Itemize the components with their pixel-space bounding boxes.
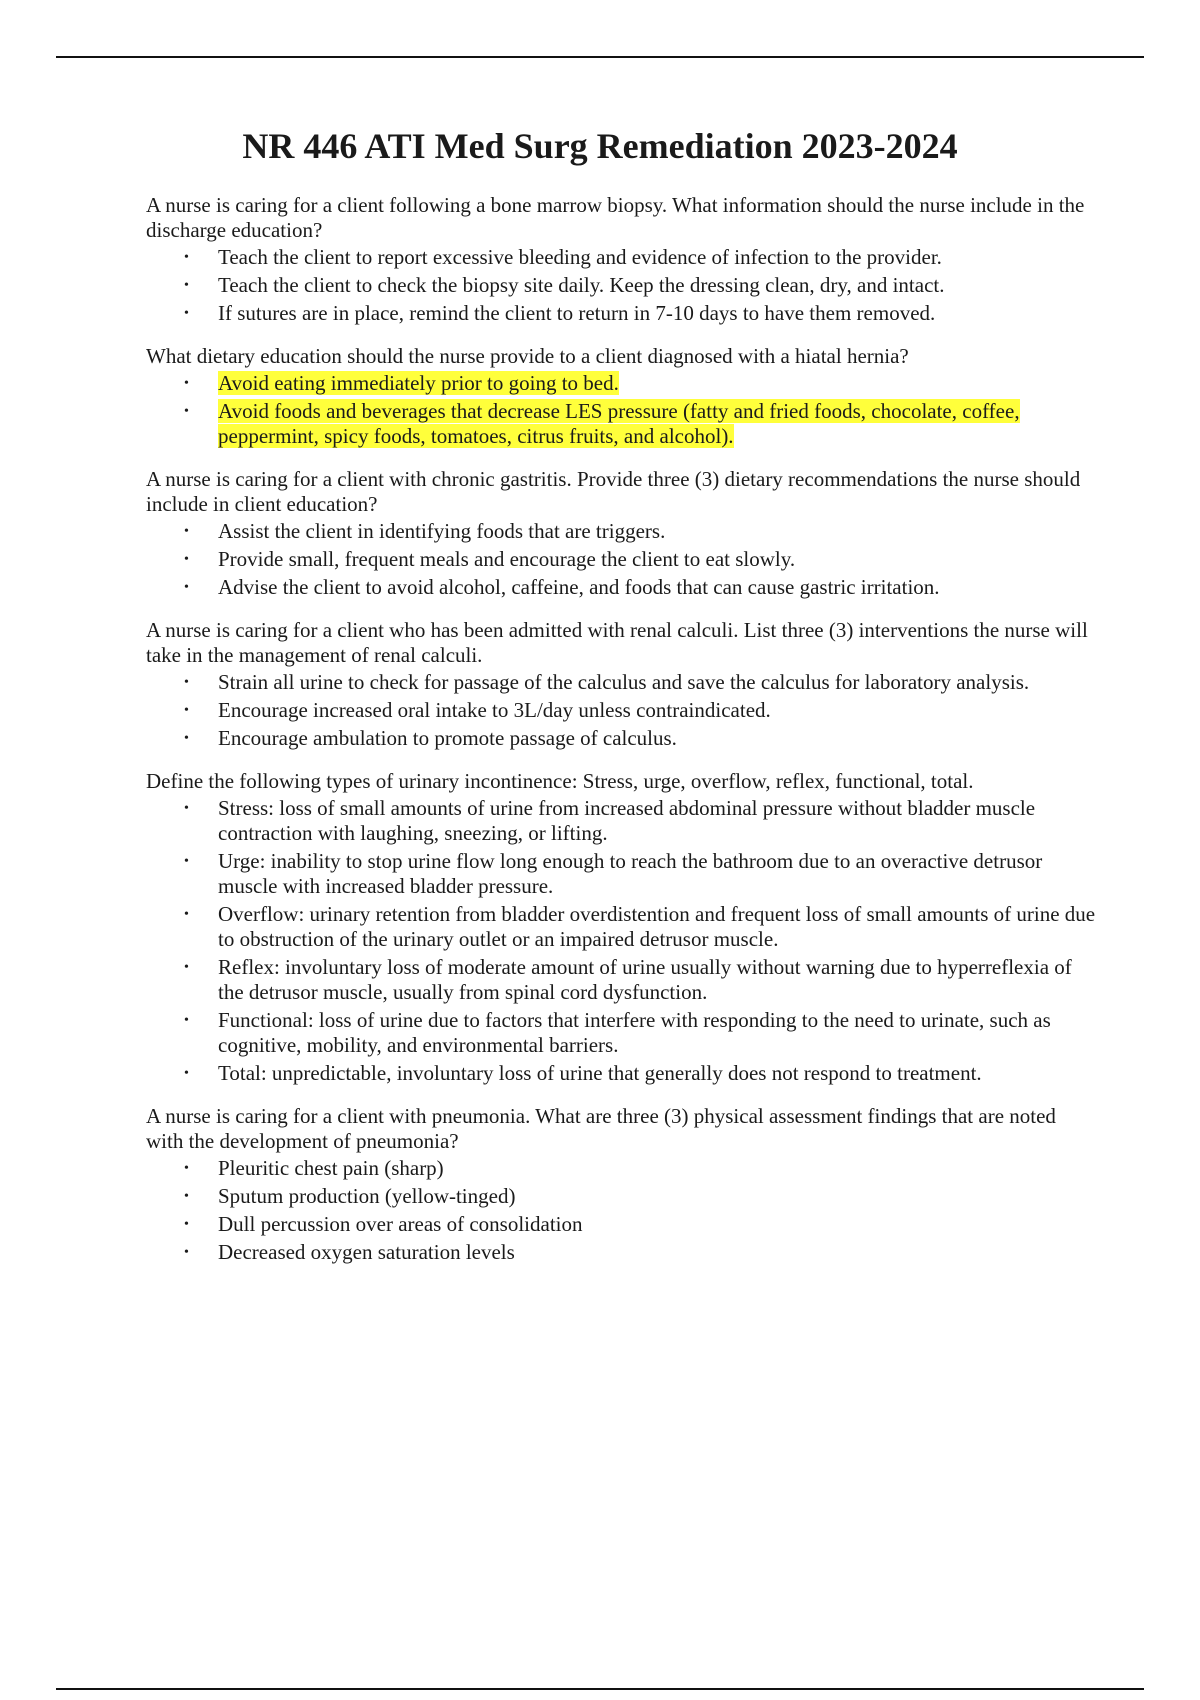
- bullet-icon: •: [184, 960, 189, 975]
- question-text: A nurse is caring for a client following a bone marrow biopsy. What information should the nurse include in the discharge education?: [146, 193, 1085, 242]
- question-text: A nurse is caring for a client with chronic gastritis. Provide three (3) dietary recommendations the nurse should include in client education?: [146, 467, 1081, 516]
- answer-item: [184, 1061, 1096, 1086]
- bullet-icon: •: [184, 524, 189, 539]
- answer-text: Functional: loss of urine due to factors that interfere with responding to the need to urinate, such as cognitive, mobility, and environmental barriers.: [218, 1008, 1051, 1057]
- answer-text: Provide small, frequent meals and encourage the client to eat slowly.: [218, 547, 796, 571]
- bullet-icon: •: [184, 250, 189, 265]
- document-body: [146, 193, 1096, 1283]
- question-block: [146, 467, 1096, 600]
- answer-item: [184, 726, 1096, 751]
- bullet-icon: •: [184, 801, 189, 816]
- bullet-icon: •: [184, 675, 189, 690]
- answer-text: Advise the client to avoid alcohol, caffeine, and foods that can cause gastric irritation.: [218, 575, 940, 599]
- bullet-icon: •: [184, 1217, 189, 1232]
- answer-list: [146, 371, 1096, 449]
- answer-list: [146, 1156, 1096, 1265]
- answer-item: [184, 301, 1096, 326]
- answer-item: [184, 273, 1096, 298]
- question-block: [146, 1104, 1096, 1265]
- answer-item: [184, 575, 1096, 600]
- answer-text: Sputum production (yellow-tinged): [218, 1184, 516, 1208]
- answer-item: [184, 955, 1096, 1005]
- question-text: Define the following types of urinary incontinence: Stress, urge, overflow, reflex, functional, total.: [146, 769, 974, 793]
- answer-item: [184, 698, 1096, 723]
- answer-text: Reflex: involuntary loss of moderate amount of urine usually without warning due to hyperreflexia of the detrusor muscle, usually from spinal cord dysfunction.: [218, 955, 1072, 1004]
- answer-text: Decreased oxygen saturation levels: [218, 1240, 515, 1264]
- bullet-icon: •: [184, 1161, 189, 1176]
- answer-text: Overflow: urinary retention from bladder overdistention and frequent loss of small amounts of urine due to obstruction of the urinary outlet or an impaired detrusor muscle.: [218, 902, 1096, 951]
- answer-item: [184, 371, 1096, 396]
- answer-list: [146, 519, 1096, 600]
- answer-item: [184, 1184, 1096, 1209]
- answer-list: [146, 796, 1096, 1086]
- answer-item: [184, 670, 1096, 695]
- answer-text: Strain all urine to check for passage of the calculus and save the calculus for laboratory analysis.: [218, 670, 1030, 694]
- highlighted-answer-text: Avoid foods and beverages that decrease LES pressure (fatty and fried foods, chocolate, coffee, peppermint, spicy foods, tomatoes, citrus fruits, and alcohol).: [218, 399, 1020, 448]
- bullet-icon: •: [184, 376, 189, 391]
- question-block: [146, 344, 1096, 449]
- question-block: [146, 618, 1096, 751]
- bullet-icon: •: [184, 552, 189, 567]
- bullet-icon: •: [184, 731, 189, 746]
- answer-text: Total: unpredictable, involuntary loss of urine that generally does not respond to treatment.: [218, 1061, 982, 1085]
- page-title: NR 446 ATI Med Surg Remediation 2023-2024: [242, 126, 958, 167]
- answer-item: [184, 849, 1096, 899]
- answer-list: [146, 245, 1096, 326]
- bullet-icon: •: [184, 1013, 189, 1028]
- answer-item: [184, 1008, 1096, 1058]
- bullet-icon: •: [184, 580, 189, 595]
- answer-text: Stress: loss of small amounts of urine from increased abdominal pressure without bladder muscle contraction with laughing, sneezing, or lifting.: [218, 796, 1036, 845]
- answer-item: [184, 1240, 1096, 1265]
- highlighted-answer-text: Avoid eating immediately prior to going to bed.: [218, 371, 619, 395]
- answer-item: [184, 796, 1096, 846]
- answer-list: [146, 670, 1096, 751]
- bottom-rule: [56, 1688, 1144, 1690]
- bullet-icon: •: [184, 1066, 189, 1081]
- answer-text: If sutures are in place, remind the client to return in 7-10 days to have them removed.: [218, 301, 936, 325]
- question-block: [146, 769, 1096, 1086]
- bullet-icon: •: [184, 703, 189, 718]
- bullet-icon: •: [184, 1245, 189, 1260]
- answer-item: [184, 519, 1096, 544]
- answer-text: Pleuritic chest pain (sharp): [218, 1156, 444, 1180]
- question-text: A nurse is caring for a client with pneumonia. What are three (3) physical assessment findings that are noted with the development of pneumonia?: [146, 1104, 1056, 1153]
- bullet-icon: •: [184, 907, 189, 922]
- answer-item: [184, 1212, 1096, 1237]
- top-rule: [56, 56, 1144, 58]
- question-block: [146, 193, 1096, 326]
- answer-item: [184, 399, 1096, 449]
- bullet-icon: •: [184, 278, 189, 293]
- answer-text: Teach the client to check the biopsy site daily. Keep the dressing clean, dry, and intact.: [218, 273, 945, 297]
- bullet-icon: •: [184, 1189, 189, 1204]
- answer-text: Teach the client to report excessive bleeding and evidence of infection to the provider.: [218, 245, 942, 269]
- answer-text: Dull percussion over areas of consolidation: [218, 1212, 583, 1236]
- answer-item: [184, 547, 1096, 572]
- answer-item: [184, 245, 1096, 270]
- question-text: A nurse is caring for a client who has been admitted with renal calculi. List three (3) interventions the nurse will take in the management of renal calculi.: [146, 618, 1088, 667]
- answer-item: [184, 902, 1096, 952]
- answer-text: Assist the client in identifying foods that are triggers.: [218, 519, 666, 543]
- question-text: What dietary education should the nurse provide to a client diagnosed with a hiatal hernia?: [146, 344, 909, 368]
- answer-item: [184, 1156, 1096, 1181]
- answer-text: Urge: inability to stop urine flow long enough to reach the bathroom due to an overactive detrusor muscle with increased bladder pressure.: [218, 849, 1043, 898]
- answer-text: Encourage increased oral intake to 3L/day unless contraindicated.: [218, 698, 771, 722]
- bullet-icon: •: [184, 306, 189, 321]
- answer-text: Encourage ambulation to promote passage of calculus.: [218, 726, 677, 750]
- bullet-icon: •: [184, 854, 189, 869]
- bullet-icon: •: [184, 404, 189, 419]
